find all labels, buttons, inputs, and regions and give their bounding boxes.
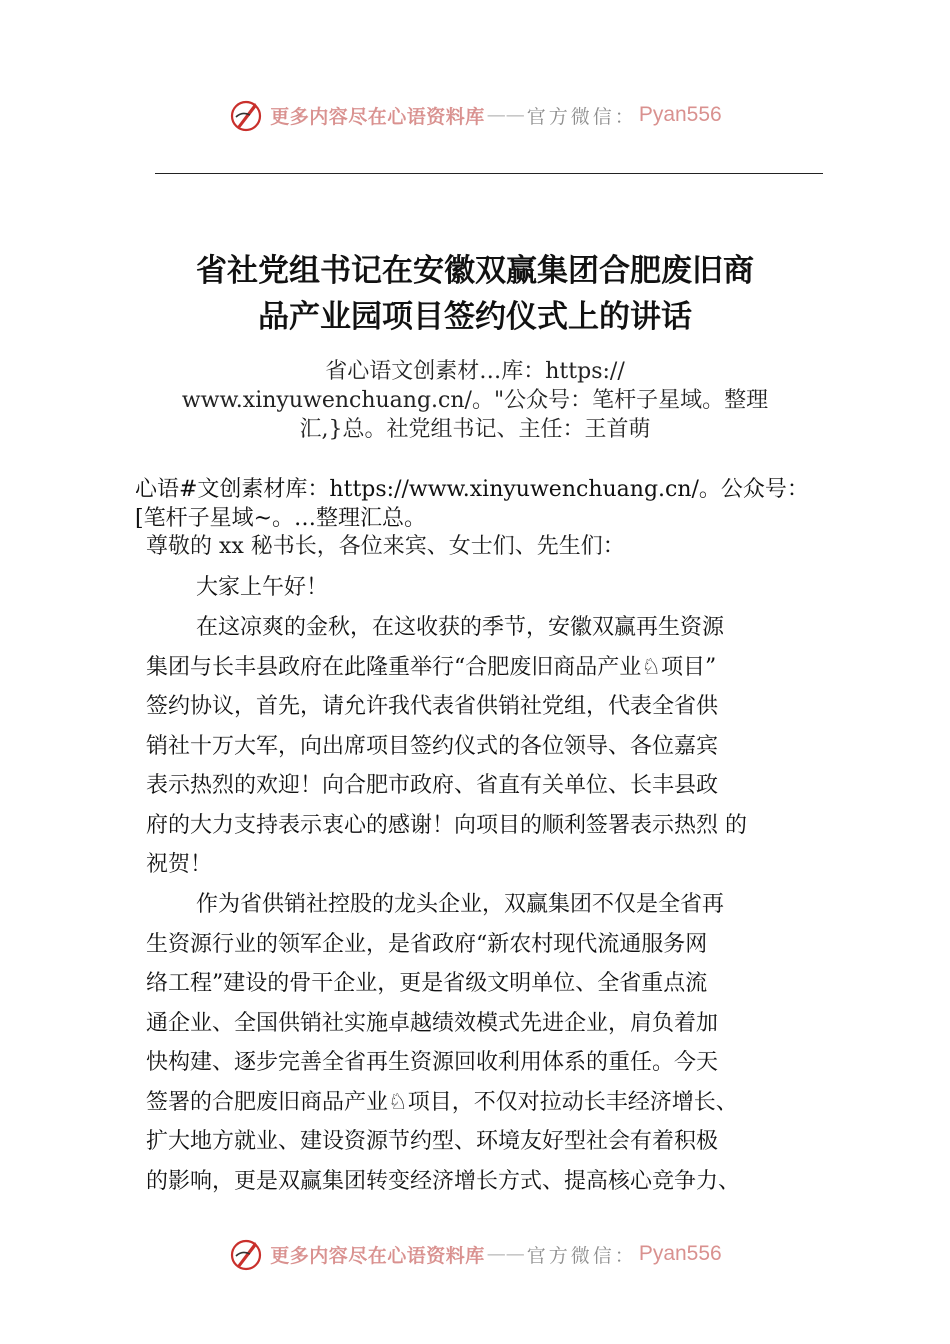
paragraph-line: 通企业、全国供销社实施卓越绩效模式先进企业，肩负着加 bbox=[146, 1010, 719, 1036]
header-banner bbox=[0, 95, 950, 135]
paragraph-line: 签约协议，首先，请允许我代表省供销社党组，代表全省供 bbox=[146, 694, 719, 719]
source-note bbox=[135, 475, 915, 533]
note-line-2: [笔杆子星域~。…整理汇总。 bbox=[135, 506, 427, 531]
banner-dash: —— bbox=[486, 104, 525, 126]
paragraph-line: 府的大力支持表示衷心的感谢！向项目的顺利签署表示热烈 的 bbox=[146, 812, 747, 838]
greeting-line: 大家上午好！ bbox=[196, 575, 329, 600]
note-line-1: 心语#文创素材库：https://www.xinyuwenchuang.cn/。公众号： bbox=[135, 477, 809, 502]
paragraph-line: 生资源行业的领军企业，是省政府“新农村现代流通服务网 bbox=[146, 931, 708, 957]
body-paragraph-2 bbox=[146, 885, 826, 1201]
salutation: 尊敬的 xx 秘书长，各位来宾、女士们、先生们： bbox=[146, 534, 625, 559]
paragraph-line: 销社十万大军，向出席项目签约仪式的各位领导、各位嘉宾 bbox=[146, 733, 719, 759]
paragraph-line: 签署的合肥废旧商品产业♘项目，不仅对拉动长丰经济增长、 bbox=[146, 1089, 738, 1115]
banner-text: 更多内容尽在心语资料库 bbox=[270, 1244, 485, 1267]
banner-wechat-id: Pyan556 bbox=[638, 103, 722, 126]
subtitle-line-2: www.xinyuwenchuang.cn/。"公众号：笔杆子星域。整理 bbox=[181, 388, 769, 413]
document-title bbox=[100, 248, 850, 340]
paragraph-line: 扩大地方就业、建设资源节约型、环境友好型社会有着积极 bbox=[146, 1129, 719, 1154]
banner-text: 更多内容尽在心语资料库 bbox=[270, 105, 485, 128]
quill-logo-icon bbox=[228, 97, 264, 133]
paragraph-line: 在这凉爽的金秋，在这收获的季节，安徽双赢再生资源 bbox=[196, 615, 725, 640]
banner-label: 官方微信： bbox=[526, 105, 637, 128]
quill-logo-icon bbox=[228, 1236, 264, 1272]
paragraph-line: 集团与长丰县政府在此隆重举行“合肥废旧商品产业♘项目” bbox=[146, 654, 717, 680]
subtitle-line-1: 省心语文创素材…库：https:// bbox=[325, 359, 625, 384]
body-paragraph-1 bbox=[146, 608, 826, 885]
paragraph-line: 表示热烈的欢迎！向合肥市政府、省直有关单位、长丰县政 bbox=[146, 773, 719, 798]
subtitle-line-3: 汇,}总。社党组书记、主任：王首萌 bbox=[299, 417, 651, 442]
paragraph-line: 络工程”建设的骨干企业，更是省级文明单位、全省重点流 bbox=[146, 971, 708, 996]
banner-dash: —— bbox=[486, 1243, 525, 1265]
banner-wechat-id: Pyan556 bbox=[638, 1242, 722, 1265]
paragraph-line: 的影响，更是双赢集团转变经济增长方式、提高核心竞争力、 bbox=[146, 1168, 741, 1194]
header-divider bbox=[155, 173, 823, 174]
greeting-paragraph bbox=[146, 568, 826, 608]
document-subtitle bbox=[120, 357, 830, 444]
title-line-2: 品产业园项目签约仪式上的讲话 bbox=[258, 299, 692, 335]
footer-banner bbox=[0, 1234, 950, 1274]
paragraph-line: 快构建、逐步完善全省再生资源回收利用体系的重任。今天 bbox=[146, 1050, 719, 1075]
paragraph-line: 祝贺！ bbox=[146, 852, 213, 877]
title-line-1: 省社党组书记在安徽双赢集团合肥废旧商 bbox=[196, 253, 754, 289]
paragraph-line: 作为省供销社控股的龙头企业，双赢集团不仅是全省再 bbox=[196, 892, 725, 917]
banner-label: 官方微信： bbox=[526, 1244, 637, 1267]
